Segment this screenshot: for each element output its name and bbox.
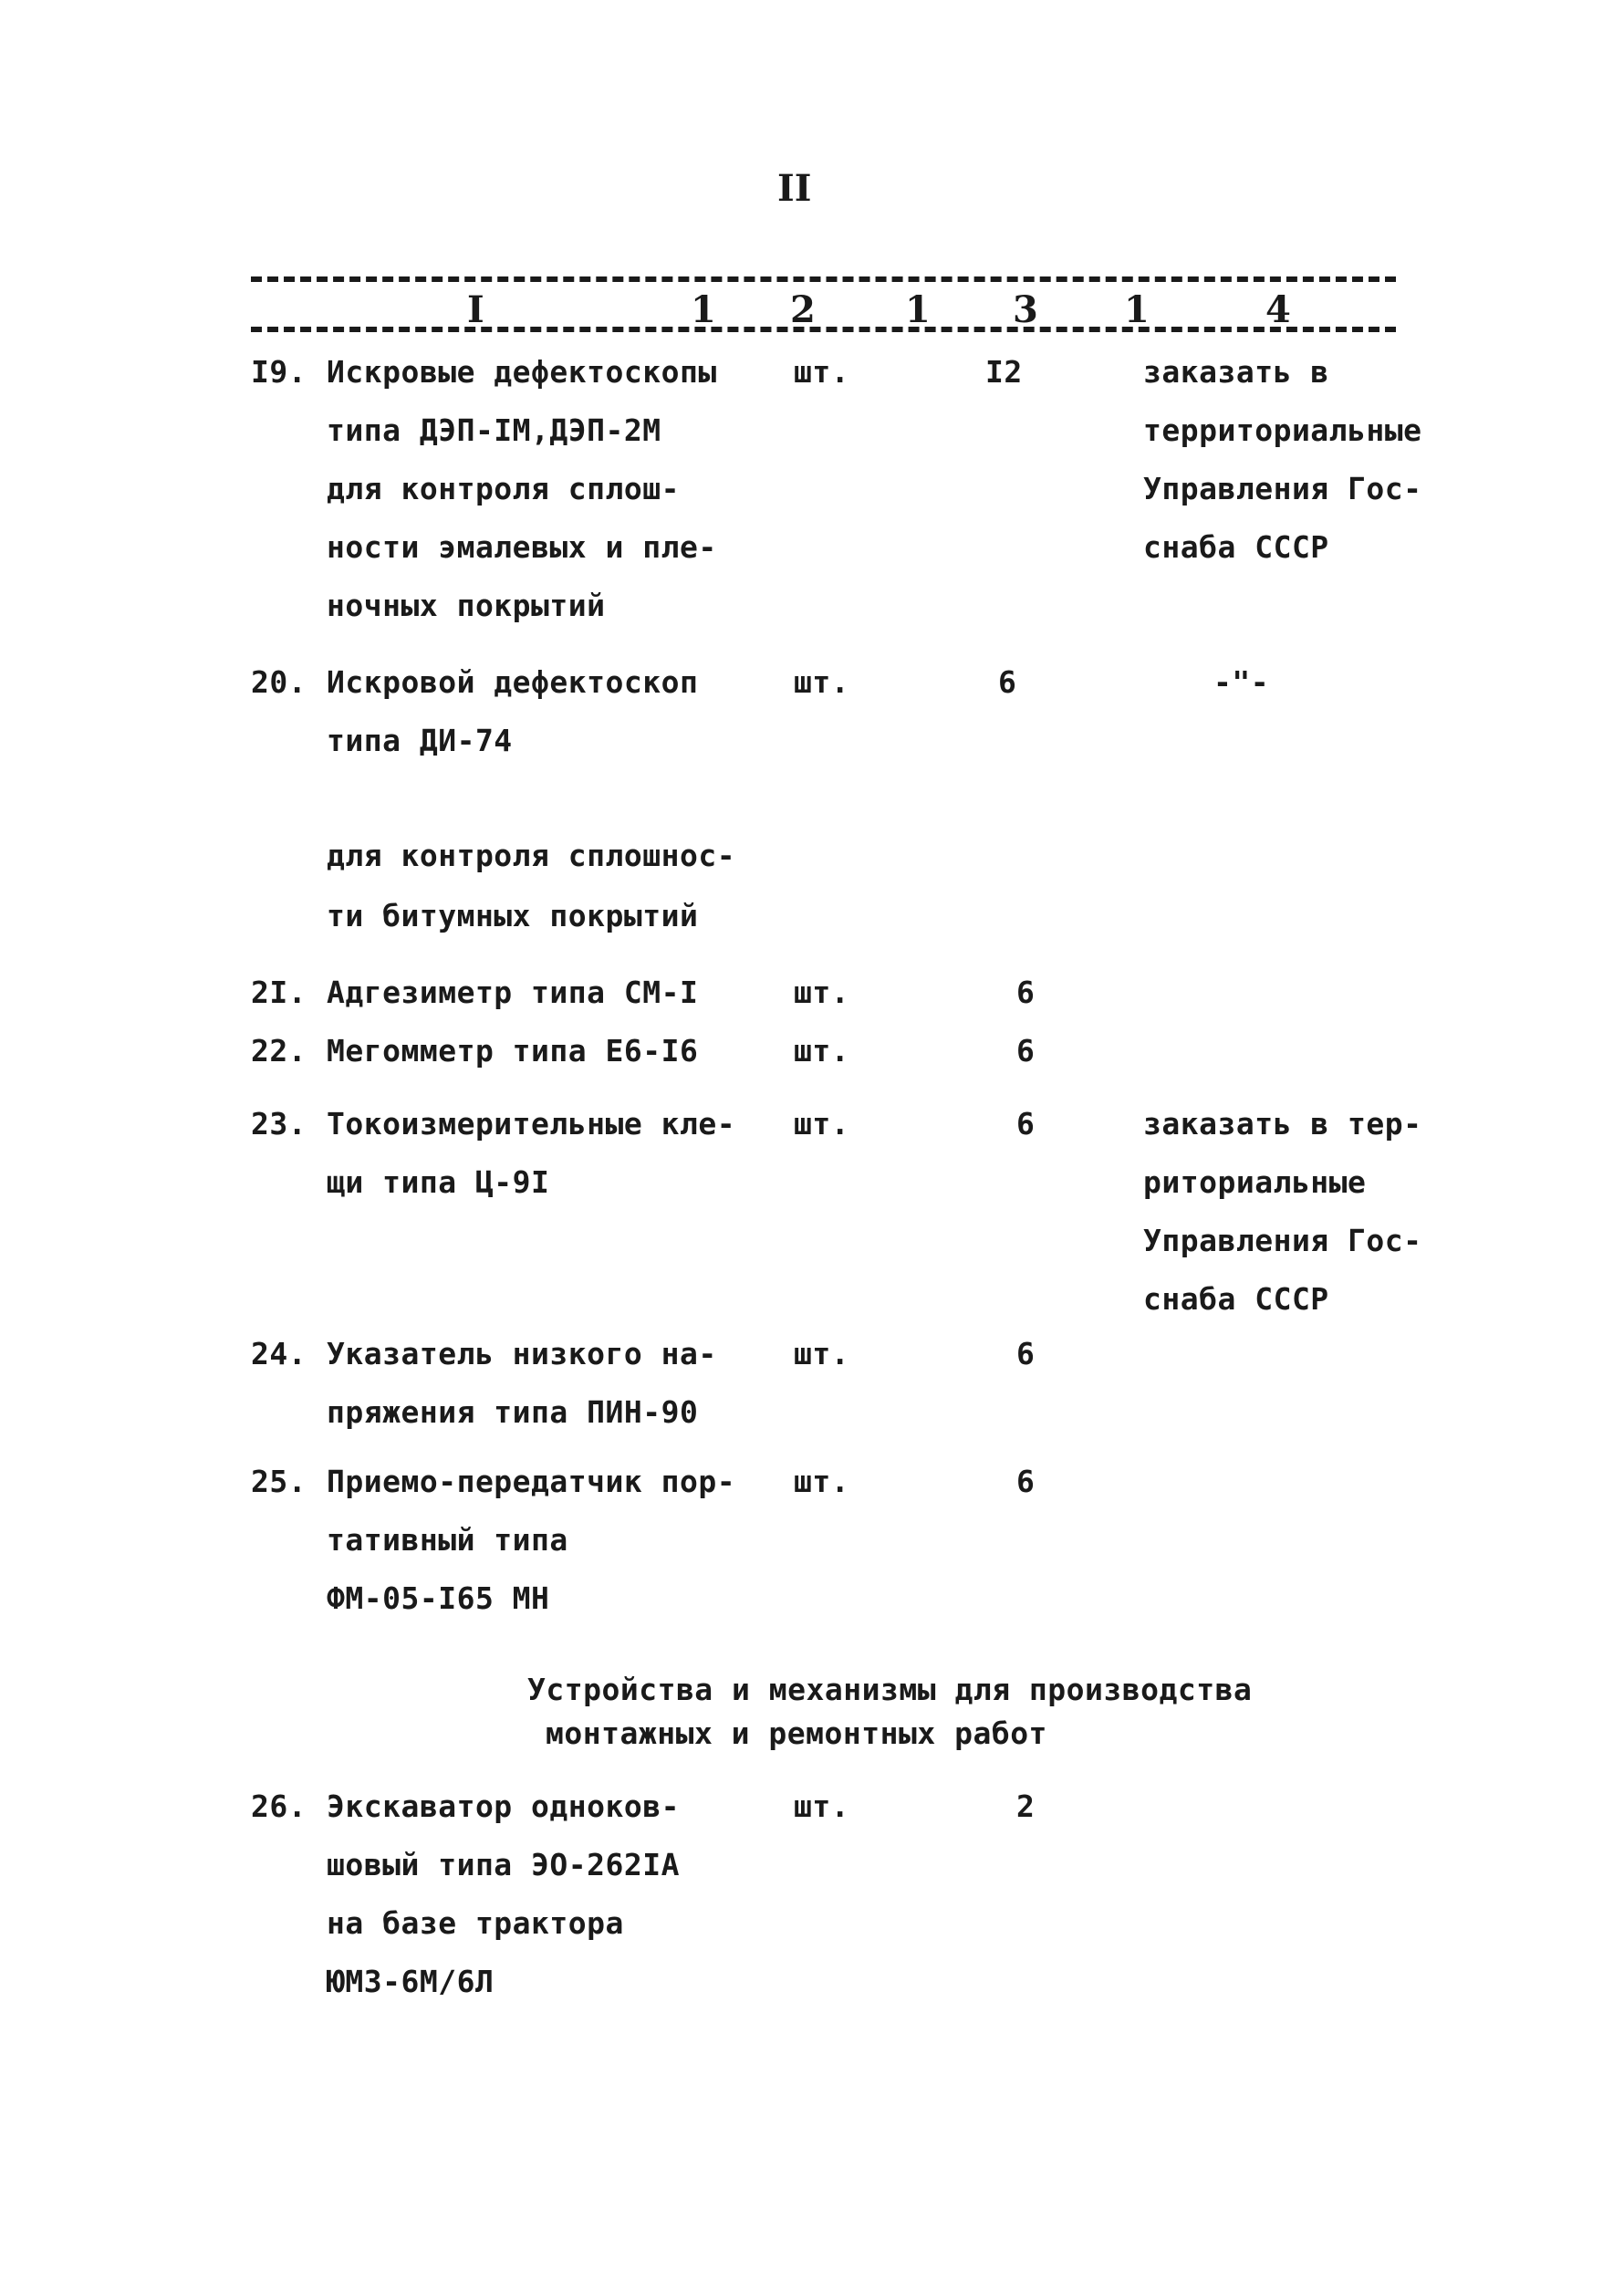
item-description: Указатель низкого на- [327,1336,717,1371]
item-description: Искровые дефектоскопы [327,354,717,390]
row-number: 25. [251,1464,307,1499]
item-quantity: 6 [1016,1106,1036,1142]
item-description: Искровой дефектоскоп [327,664,699,700]
item-description: Токоизмерительные кле- [327,1106,736,1142]
item-description: Адгезиметр типа СМ-I [327,975,699,1010]
item-description: ФМ-05-I65 МН [327,1580,550,1616]
item-note: Управления Гос- [1143,471,1422,506]
row-number: 22. [251,1033,307,1069]
item-note: снаба СССР [1143,1281,1329,1317]
item-description: ти битумных покрытий [327,898,699,933]
item-description: тативный типа [327,1522,568,1558]
row-number: 20. [251,664,307,700]
table-rule-top [251,276,1396,282]
item-description: Экскаватор одноков- [327,1788,680,1824]
item-unit: шт. [794,1464,850,1499]
item-quantity: 6 [1016,975,1036,1010]
row-number: 24. [251,1336,307,1371]
section-heading: Устройства и механизмы для производства [527,1672,1253,1707]
item-unit: шт. [794,1033,850,1069]
item-quantity: 6 [998,664,1017,700]
item-description: ночных покрытий [327,588,606,623]
item-quantity: I2 [985,354,1023,390]
item-description: на базе трактора [327,1905,624,1941]
item-unit: шт. [794,664,850,700]
item-description: для контроля сплошнос- [327,838,736,873]
row-number: 26. [251,1788,307,1824]
item-note: Управления Гос- [1143,1223,1422,1258]
section-heading: монтажных и ремонтных работ [546,1715,1047,1751]
row-number: 23. [251,1106,307,1142]
item-unit: шт. [794,1106,850,1142]
item-note: заказать в [1143,354,1329,390]
item-description: Мегомметр типа Е6-I6 [327,1033,699,1069]
item-description: шовый типа ЭО-262IА [327,1847,680,1882]
row-number: 2I. [251,975,307,1010]
item-note: заказать в тер- [1143,1106,1422,1142]
item-quantity: 6 [1016,1464,1036,1499]
item-quantity: 6 [1016,1336,1036,1371]
item-description: ЮМЗ-6М/6Л [327,1964,494,1999]
item-description: типа ДИ-74 [327,723,513,758]
item-quantity: 6 [1016,1033,1036,1069]
column-number-3: 3 [1013,288,1038,331]
item-description: Приемо-передатчик пор- [327,1464,736,1499]
row-number: I9. [251,354,307,390]
item-note: риториальные [1143,1164,1367,1200]
item-note: снаба СССР [1143,529,1329,565]
column-number-4: 4 [1265,288,1291,331]
column-number-1: I [467,288,484,331]
column-separator: 1 [1124,288,1150,331]
item-unit: шт. [794,975,850,1010]
item-description: щи типа Ц-9I [327,1164,550,1200]
item-description: ности эмалевых и пле- [327,529,717,565]
item-description: для контроля сплош- [327,471,680,506]
item-unit: шт. [794,1336,850,1371]
item-note: территориальные [1143,412,1422,448]
item-note: -"- [1213,664,1270,700]
item-description: пряжения типа ПИН-90 [327,1394,699,1430]
item-unit: шт. [794,1788,850,1824]
item-quantity: 2 [1016,1788,1036,1824]
item-description: типа ДЭП-IМ,ДЭП-2М [327,412,661,448]
item-unit: шт. [794,354,850,390]
table-rule-bottom [251,327,1396,332]
column-separator: 1 [905,288,931,331]
column-separator: 1 [691,288,716,331]
page-number: II [777,167,812,210]
column-number-2: 2 [790,288,816,331]
